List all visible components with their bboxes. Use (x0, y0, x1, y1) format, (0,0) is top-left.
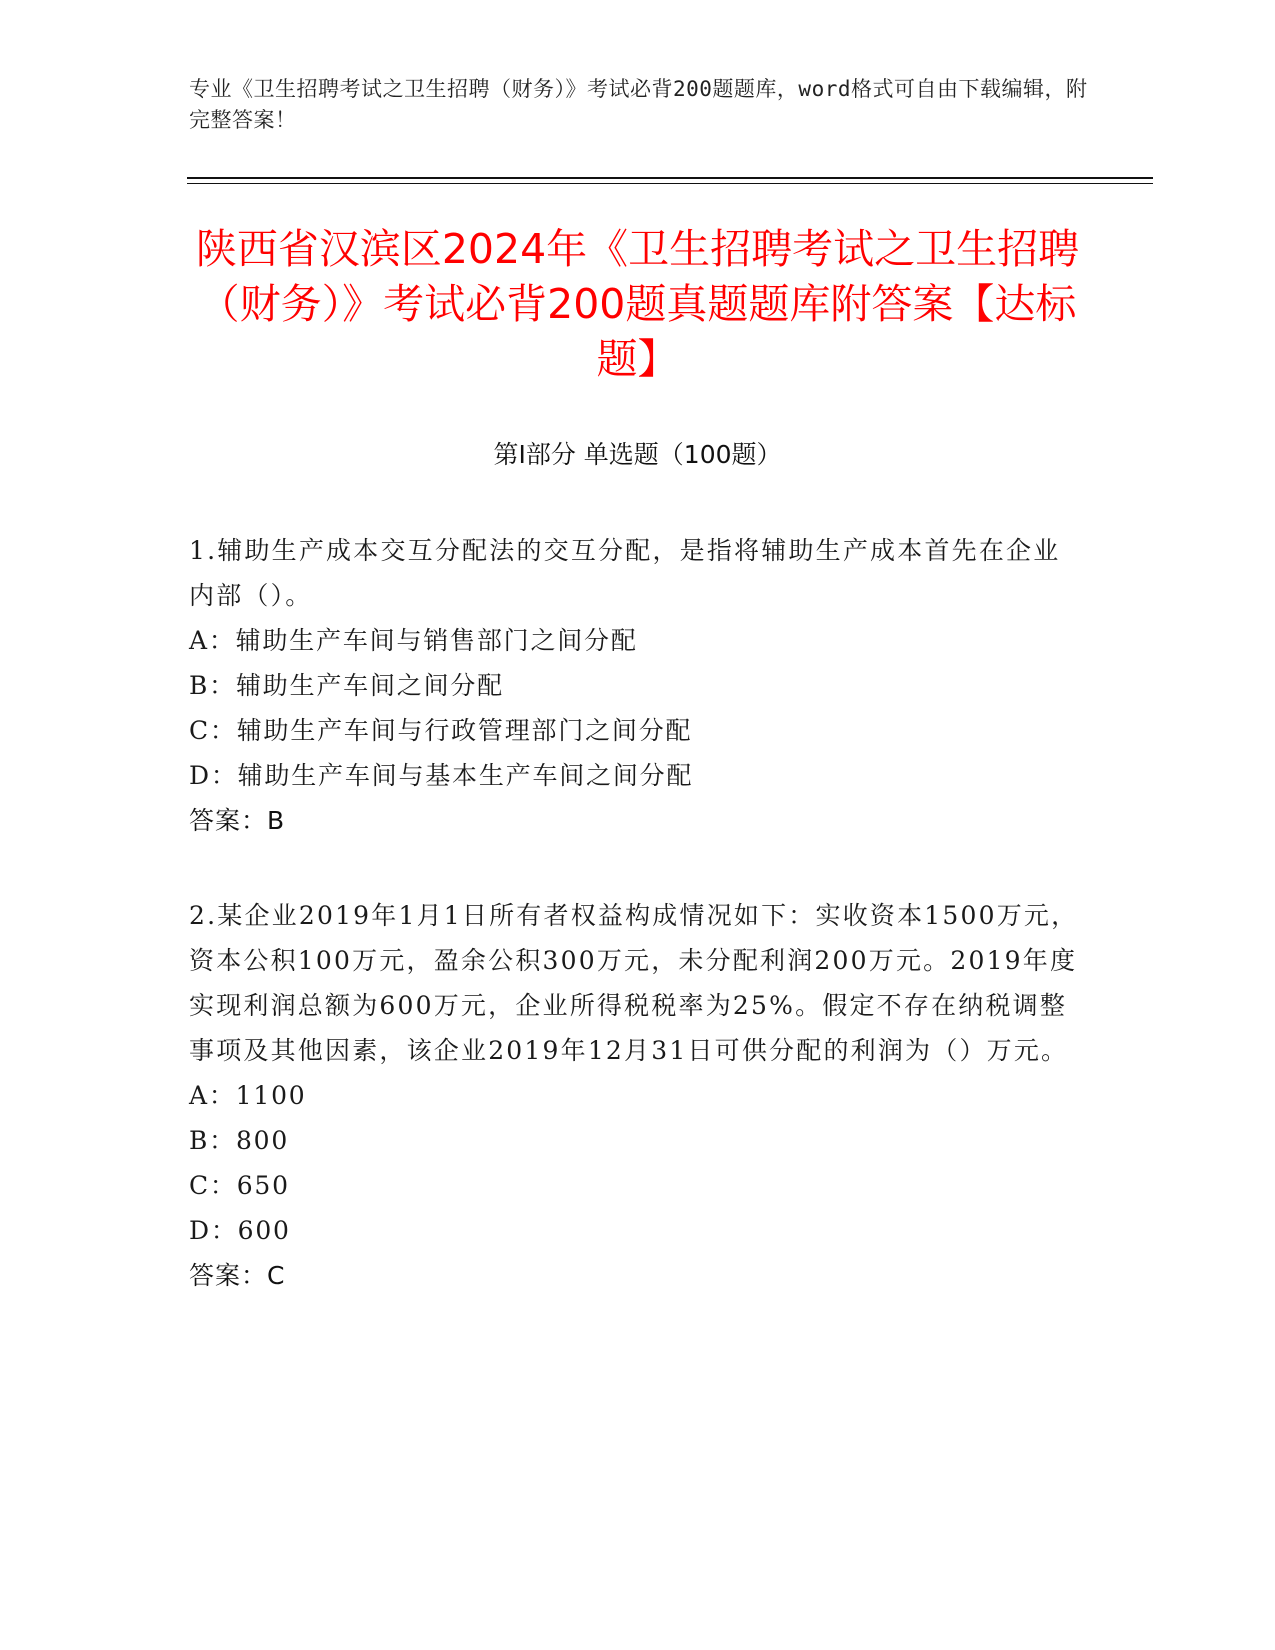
section-title: 第Ⅰ部分 单选题（100题） (493, 440, 782, 469)
option-d: D：辅助生产车间与基本生产车间之间分配 (189, 761, 694, 790)
answer: 答案：B (189, 806, 286, 835)
document-title: 陕西省汉滨区2024年《卫生招聘考试之卫生招聘（财务）》考试必背200题真题题库附答案【达标题】 (195, 225, 1080, 383)
header-rule-thick (187, 177, 1153, 179)
option-a: A：1100 (189, 1081, 307, 1110)
question-2 (189, 893, 1079, 1298)
answer: 答案：C (189, 1261, 286, 1290)
option-c: C：650 (189, 1171, 290, 1200)
question-text: 1.辅助生产成本交互分配法的交互分配，是指将辅助生产成本首先在企业内部（）。 (189, 536, 1061, 610)
header-rule-thin (187, 183, 1153, 184)
option-d: D：600 (189, 1216, 291, 1245)
option-b: B：800 (189, 1126, 290, 1155)
question-text: 2.某企业2019年1月1日所有者权益构成情况如下：实收资本1500万元，资本公积100万元，盈余公积300万元，未分配利润200万元。2019年度实现利润总额为600万元，企业所得税税率为25%。假定不存在纳税调整事项及其他因素，该企业2019年12月31日可供分配的利润为（）万元。 (189, 901, 1079, 1065)
header-note: 专业《卫生招聘考试之卫生招聘（财务）》考试必背200题题库，word格式可自由下载编辑，附完整答案！ (189, 77, 1088, 132)
option-b: B：辅助生产车间之间分配 (189, 671, 504, 700)
question-1 (189, 528, 1079, 843)
option-a: A：辅助生产车间与销售部门之间分配 (189, 626, 638, 655)
option-c: C：辅助生产车间与行政管理部门之间分配 (189, 716, 693, 745)
